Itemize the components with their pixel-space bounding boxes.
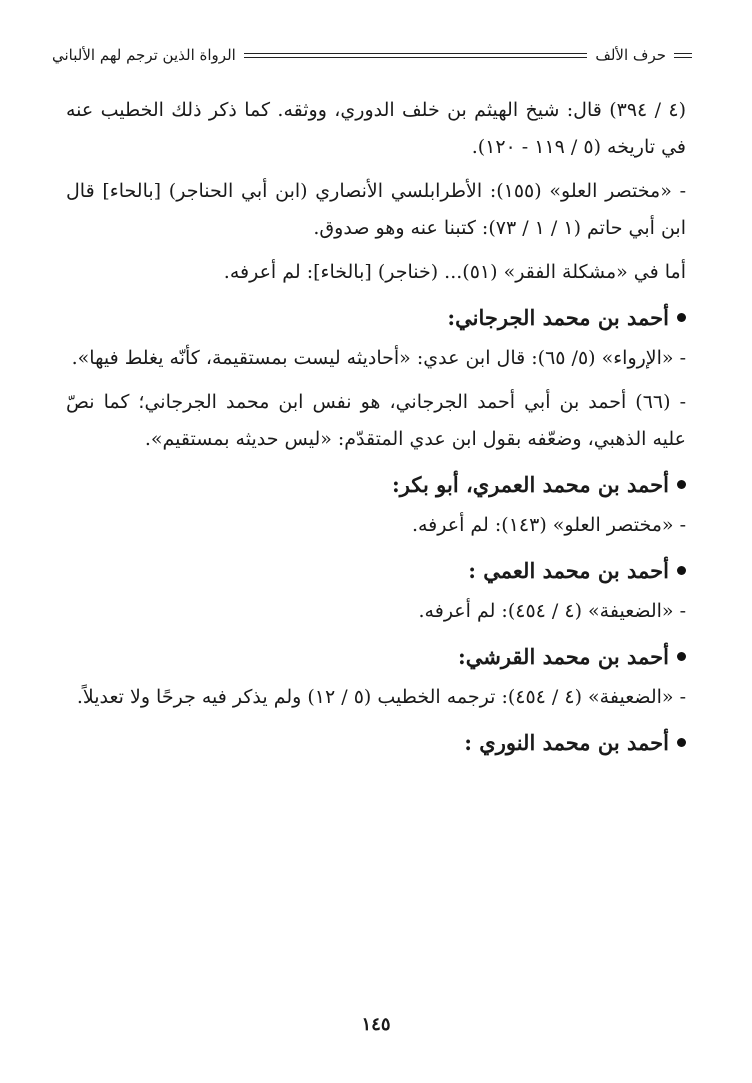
paragraph: - «مختصر العلو» (١٥٥): الأطرابلسي الأنصاري (ابن أبي الحناجر) [بالحاء] قال ابن أبي حاتم (١ / ١ / ٧٣): كتبنا عنه وهو صدوق. bbox=[66, 180, 686, 239]
entry-title: أحمد بن محمد القرشي: bbox=[457, 644, 669, 669]
entry-heading bbox=[66, 730, 686, 755]
header-book-title: الرواة الذين ترجم لهم الألباني bbox=[52, 46, 236, 64]
entry-heading bbox=[66, 558, 686, 583]
running-header bbox=[52, 40, 692, 70]
bullet-icon bbox=[677, 738, 686, 747]
entry-title: أحمد بن محمد العمري، أبو بكر: bbox=[392, 472, 669, 497]
entry-title: أحمد بن محمد العمي : bbox=[468, 558, 669, 583]
entry-title: أحمد بن محمد الجرجاني: bbox=[447, 305, 669, 330]
page-body bbox=[66, 92, 686, 765]
bullet-icon bbox=[677, 313, 686, 322]
paragraph: أما في «مشكلة الفقر» (٥١)... (خناجر) [بالخاء]: لم أعرفه. bbox=[223, 261, 686, 283]
header-chapter: حرف الألف bbox=[595, 46, 666, 64]
paragraph: - «الإرواء» (٥/ ٦٥): قال ابن عدي: «أحاديثه ليست بمستقيمة، كأنّه يغلط فيها». bbox=[71, 347, 686, 369]
page-number: ١٤٥ bbox=[361, 1014, 391, 1035]
header-rule-short bbox=[674, 53, 692, 58]
bullet-icon bbox=[677, 566, 686, 575]
header-rule-long bbox=[244, 53, 588, 58]
paragraph: - «الضعيفة» (٤ / ٤٥٤): ترجمه الخطيب (٥ / ١٢) ولم يذكر فيه جرحًا ولا تعديلاً. bbox=[76, 686, 686, 708]
entry-heading bbox=[66, 472, 686, 497]
entry-title: أحمد بن محمد النوري : bbox=[464, 730, 669, 755]
entry-heading bbox=[66, 305, 686, 330]
paragraph: - (٦٦) أحمد بن أبي أحمد الجرجاني، هو نفس ابن محمد الجرجاني؛ كما نصّ عليه الذهبي، وضعّفه بقول ابن عدي المتقدّم: «ليس حديثه بمستقيم». bbox=[66, 391, 686, 450]
paragraph: - «مختصر العلو» (١٤٣): لم أعرفه. bbox=[411, 514, 686, 536]
paragraph: (٤ / ٣٩٤) قال: شيخ الهيثم بن خلف الدوري، ووثقه. كما ذكر ذلك الخطيب عنه في تاريخه (٥ / ١١٩ - ١٢٠). bbox=[66, 99, 686, 158]
bullet-icon bbox=[677, 652, 686, 661]
bullet-icon bbox=[677, 480, 686, 489]
paragraph: - «الضعيفة» (٤ / ٤٥٤): لم أعرفه. bbox=[418, 600, 686, 622]
entry-heading bbox=[66, 644, 686, 669]
